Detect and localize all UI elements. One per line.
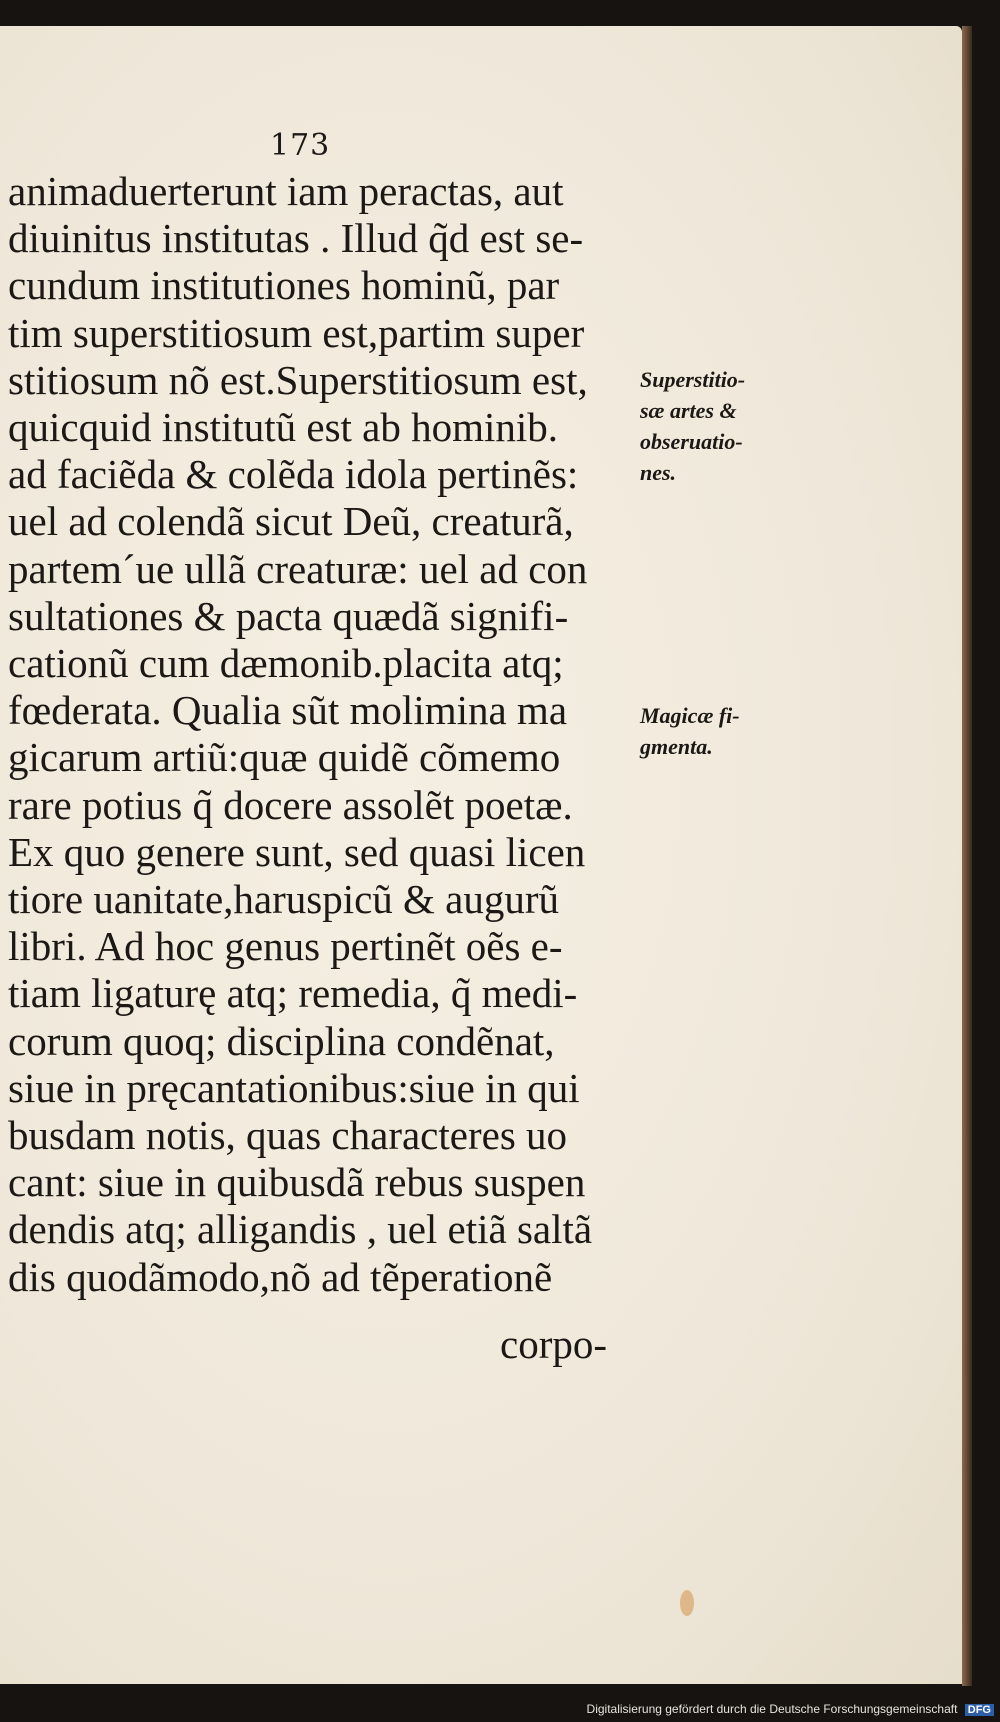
- text-line: fœderata. Qualia sũt molimina ma: [8, 687, 568, 734]
- text-line: siue in pręcantationibus:siue in qui: [8, 1064, 580, 1111]
- text-line: gicarum artiũ:quæ quidẽ cõmemo: [8, 734, 561, 781]
- text-line: cant: siue in quibusdã rebus suspen: [8, 1159, 586, 1206]
- marginal-line: sæ artes &: [640, 398, 737, 423]
- catchword: corpo-: [500, 1321, 608, 1367]
- page-number: 173: [270, 128, 331, 163]
- marginal-line: gmenta.: [640, 734, 713, 759]
- main-text-block: [8, 168, 640, 1301]
- text-line: diuinitus institutas . Illud q̃d est se-: [8, 215, 584, 262]
- text-line: uel ad colendã sicut Deũ, creaturã,: [8, 498, 574, 545]
- text-line: dendis atq; alligandis , uel etiã saltã: [8, 1206, 593, 1253]
- text-line: cationũ cum dæmonib.placita atq;: [8, 640, 564, 687]
- text-line: libri. Ad hoc genus pertinẽt oẽs e-: [8, 923, 563, 970]
- marginal-line: Magicæ fi-: [640, 703, 740, 728]
- text-line: sultationes & pacta quædã signifi-: [8, 592, 569, 639]
- page-edge: [962, 26, 972, 1686]
- paper-stain: [680, 1590, 694, 1616]
- text-line: animaduerterunt iam peractas, aut: [8, 168, 564, 214]
- text-line: busdam notis, quas characteres uo: [8, 1112, 568, 1159]
- digitization-credit: [587, 1702, 994, 1716]
- text-line: Ex quo genere sunt, sed quasi licen: [8, 828, 586, 875]
- text-line: corum quoq; disciplina condẽnat,: [8, 1017, 555, 1064]
- text-line: tiam ligaturę atq; remedia, q̃ medi-: [8, 970, 578, 1017]
- text-line: ad faciẽda & colẽda idola pertinẽs:: [8, 451, 579, 498]
- marginal-line: nes.: [640, 460, 677, 485]
- text-line: stitiosum nõ est.Superstitiosum est,: [8, 356, 588, 403]
- marginal-note-magicae: [640, 700, 820, 762]
- credit-text: Digitalisierung gefördert durch die Deutsche Forschungsgemeinschaft: [586, 1702, 958, 1716]
- text-line: tiore uanitate,haruspicũ & augurũ: [8, 876, 560, 923]
- marginal-line: Superstitio-: [640, 367, 746, 392]
- text-line: quicquid institutũ est ab hominib.: [8, 404, 559, 451]
- text-line: rare potius q̃ docere assolẽt poetæ.: [8, 781, 573, 828]
- text-line: cundum institutiones hominũ, par: [8, 262, 560, 309]
- marginal-note-superstitiosae: [640, 364, 820, 488]
- text-line: dis quodãmodo,nõ ad tẽperationẽ: [8, 1253, 553, 1300]
- text-line: tim superstitiosum est,partim super: [8, 309, 585, 356]
- dfg-logo: DFG: [965, 1704, 994, 1716]
- text-line: partem´ue ullã creaturæ: uel ad con: [8, 545, 588, 592]
- marginal-line: obseruatio-: [640, 429, 743, 454]
